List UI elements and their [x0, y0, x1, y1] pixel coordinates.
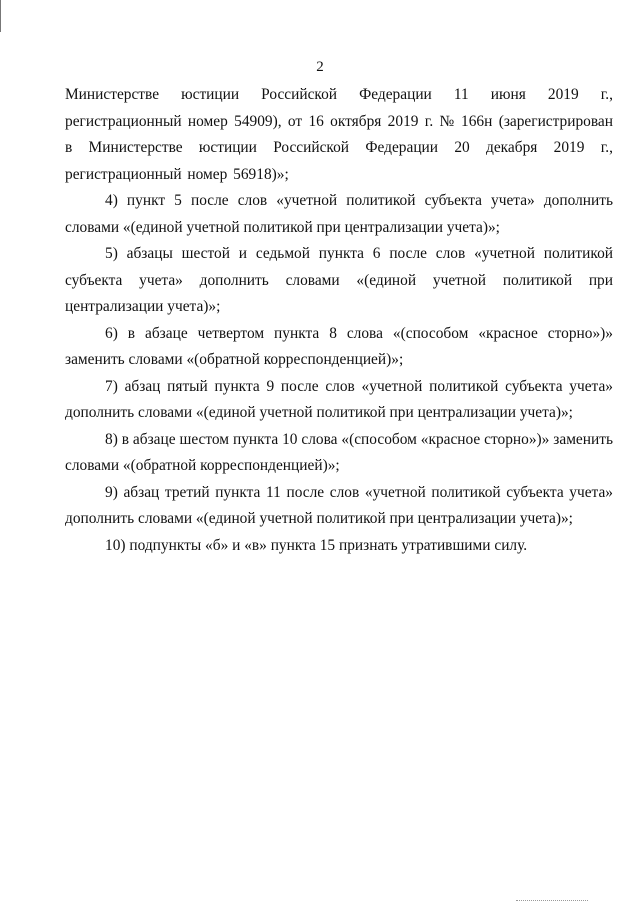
- paragraph-item-4: 4) пункт 5 после слов «учетной политикой субъекта учета» дополнить словами «(единой учетной политикой при централизации учета)»;: [65, 192, 613, 236]
- paragraph-continuation: Министерстве юстиции Российской Федерации 11 июня 2019 г., регистрационный номер 54909), от 16 октября 2019 г. № 166н (зарегистрирован в Министерстве юстиции Российской Федерации 20 декабря 2019 г., регистрационный номер 56918)»;: [65, 86, 613, 183]
- document-body: [65, 82, 613, 559]
- paragraph-item-5: 5) абзацы шестой и седьмой пункта 6 после слов «учетной политикой субъекта учета» дополнить словами «(единой учетной политикой при централизации учета)»;: [65, 245, 613, 315]
- page-number: 2: [316, 59, 324, 75]
- paragraph-item-7: 7) абзац пятый пункта 9 после слов «учетной политикой субъекта учета» дополнить словами «(единой учетной политикой при централизации учета)»;: [65, 377, 613, 421]
- paragraph-item-8: 8) в абзаце шестом пункта 10 слова «(способом «красное сторно»)» заменить словами «(обратной корреспонденцией)»;: [65, 430, 613, 474]
- paragraph-item-9: 9) абзац третий пункта 11 после слов «учетной политикой субъекта учета» дополнить словами «(единой учетной политикой при централизации учета)»;: [65, 483, 613, 527]
- scan-left-edge-line: [0, 0, 1, 32]
- paragraph-item-10: 10) подпункты «б» и «в» пункта 15 признать утратившими силу.: [105, 536, 528, 554]
- paragraph-item-6: 6) в абзаце четвертом пункта 8 слова «(способом «красное сторно»)» заменить словами «(обратной корреспонденцией)»;: [65, 324, 613, 368]
- scan-artifact-dotted-line: [516, 900, 588, 902]
